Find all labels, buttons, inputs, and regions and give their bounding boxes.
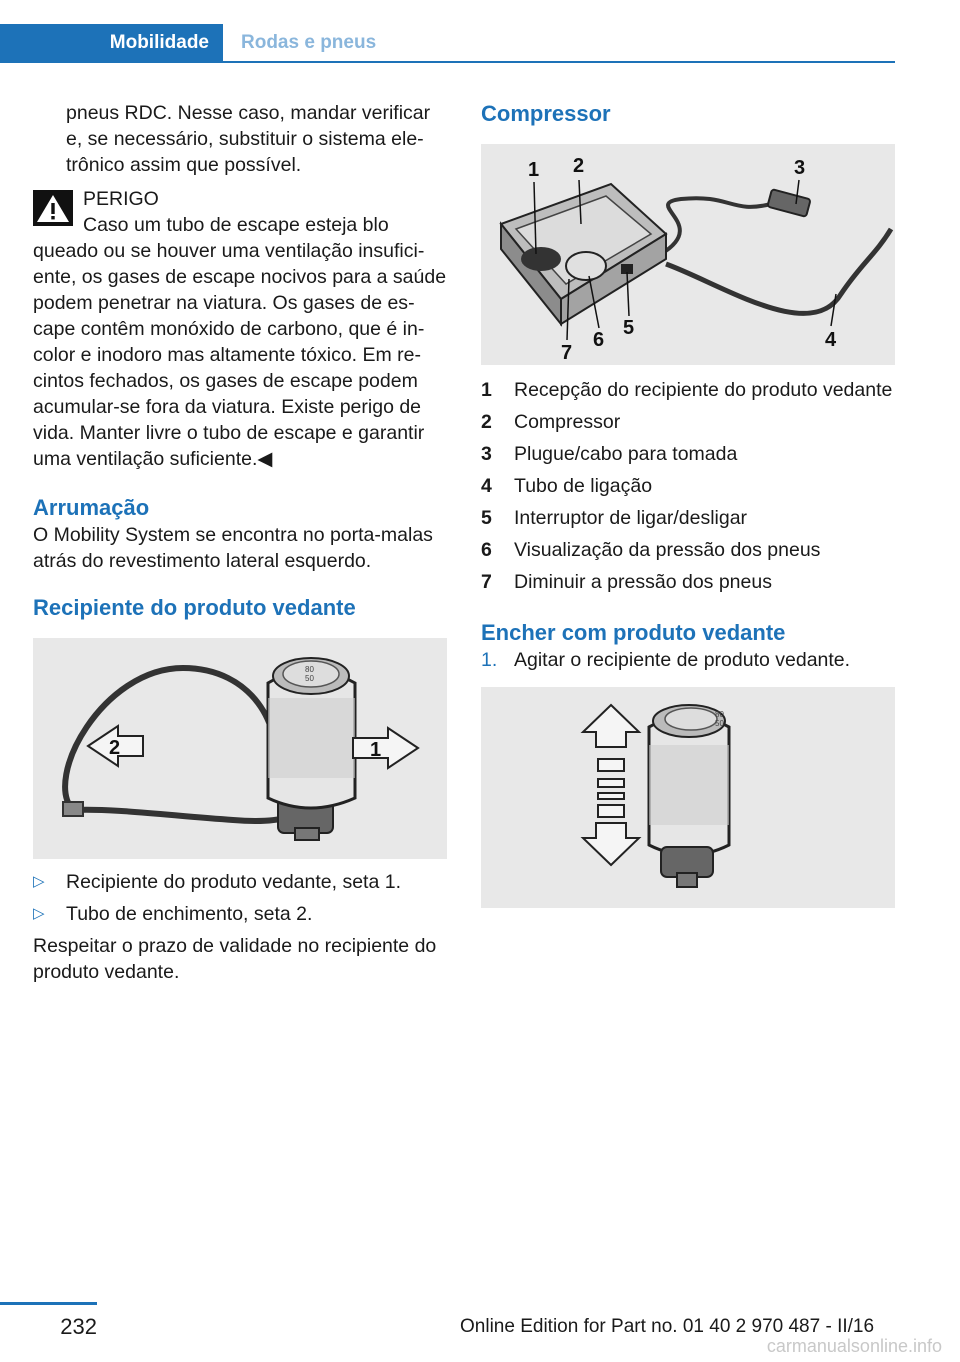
footer-rule xyxy=(0,1302,97,1305)
shake-illustration xyxy=(481,687,895,908)
list-item xyxy=(481,569,895,595)
sealant-cap-text-top: 80 xyxy=(305,665,314,674)
warning-block xyxy=(33,186,447,472)
part-number: 2 xyxy=(481,411,492,433)
part-text: Visualização da pressão dos pneus xyxy=(514,539,821,561)
step-item xyxy=(481,647,895,673)
left-column xyxy=(33,100,447,985)
compressor-label-1: 1 xyxy=(528,159,540,181)
part-text: Tubo de ligação xyxy=(514,475,653,497)
list-item xyxy=(33,869,447,895)
shake-cap-text-bottom: 50 xyxy=(715,719,724,728)
sealant-cap-text-bottom: 50 xyxy=(305,674,314,683)
part-number: 4 xyxy=(481,475,492,497)
right-column xyxy=(481,100,895,908)
compressor-figure xyxy=(481,144,895,365)
compressor-illustration xyxy=(481,144,895,365)
list-item xyxy=(481,473,895,499)
fill-heading: Encher com produto vedante xyxy=(481,620,786,645)
triangle-bullet-icon: ▷ xyxy=(33,873,45,890)
expiry-note: Respeitar o prazo de validade no recipiente do produto vedante. xyxy=(33,935,437,983)
step-text: Agitar o recipiente de produto vedante. xyxy=(514,649,851,671)
compressor-parts-list xyxy=(481,377,895,595)
edition-text: Online Edition for Part no. 01 40 2 970 487 - II/16 xyxy=(460,1316,875,1337)
shake-cap-text-top: 80 xyxy=(715,710,724,719)
sealant-container-illustration xyxy=(33,638,447,859)
compressor-label-4: 4 xyxy=(825,329,837,351)
storage-heading: Arrumação xyxy=(33,495,150,520)
sealant-container-figure xyxy=(33,638,447,859)
part-text: Recepção do recipiente do produto vedante xyxy=(514,379,893,401)
part-number: 3 xyxy=(481,443,492,465)
part-text: Diminuir a pressão dos pneus xyxy=(514,571,772,593)
list-item xyxy=(481,441,895,467)
list-item xyxy=(33,901,447,927)
triangle-bullet-icon: ▷ xyxy=(33,905,45,922)
compressor-label-3: 3 xyxy=(794,157,806,179)
bullet-text: Recipiente do produto vedante, seta 1. xyxy=(66,871,401,893)
sealant-arrow-label-2: 2 xyxy=(109,737,121,759)
sealant-bullet-list xyxy=(33,869,447,927)
warning-text: queado ou se houver uma ventilação insuficiente, os gases de escape nocivos para a saúde podem penetrar na viatura. Os gases de escape contêm monóxido de carbono, que é incolor e inodoro mas altamente tóxico. Em recintos fechados, os gases de escape podem acumular-se fora da viatura. Existe perigo de vida. Manter livre o tubo de escape e garantir uma ventilação suficiente.◀ xyxy=(33,240,447,470)
warning-first-line: Caso um tubo de escape esteja blo xyxy=(83,214,389,236)
section-tabs xyxy=(0,24,895,63)
part-text: Compressor xyxy=(514,411,621,433)
watermark: carmanualsonline.info xyxy=(766,1336,942,1356)
list-item xyxy=(481,505,895,531)
list-item xyxy=(481,537,895,563)
list-item xyxy=(481,377,895,403)
compressor-label-2: 2 xyxy=(573,155,585,177)
warning-triangle-icon xyxy=(33,190,73,226)
compressor-label-6: 6 xyxy=(593,329,605,351)
part-text: Plugue/cabo para tomada xyxy=(514,443,738,465)
part-number: 1 xyxy=(481,379,492,401)
page-number: 232 xyxy=(60,1314,97,1339)
compressor-label-7: 7 xyxy=(561,342,573,364)
storage-text: O Mobility System se encontra no porta-malas atrás do revestimento lateral esquerdo. xyxy=(33,524,433,572)
step-number: 1. xyxy=(481,649,498,671)
part-number: 5 xyxy=(481,507,492,529)
list-item xyxy=(481,409,895,435)
warning-title: PERIGO xyxy=(83,188,159,210)
sealant-heading: Recipiente do produto vedante xyxy=(33,595,356,620)
part-number: 6 xyxy=(481,539,492,561)
part-text: Interruptor de ligar/desligar xyxy=(514,507,748,529)
part-number: 7 xyxy=(481,571,492,593)
tab-rodas-e-pneus[interactable]: Rodas e pneus xyxy=(241,32,377,53)
intro-text: pneus RDC. Nesse caso, mandar verificar e, se necessário, substituir o sistema eletrônico assim que possível. xyxy=(66,102,431,176)
sealant-arrow-label-1: 1 xyxy=(370,739,382,761)
compressor-heading: Compressor xyxy=(481,101,611,126)
tab-mobilidade[interactable]: Mobilidade xyxy=(0,24,223,61)
compressor-label-5: 5 xyxy=(623,317,635,339)
bullet-text: Tubo de enchimento, seta 2. xyxy=(66,903,313,925)
shake-container-figure xyxy=(481,687,895,908)
